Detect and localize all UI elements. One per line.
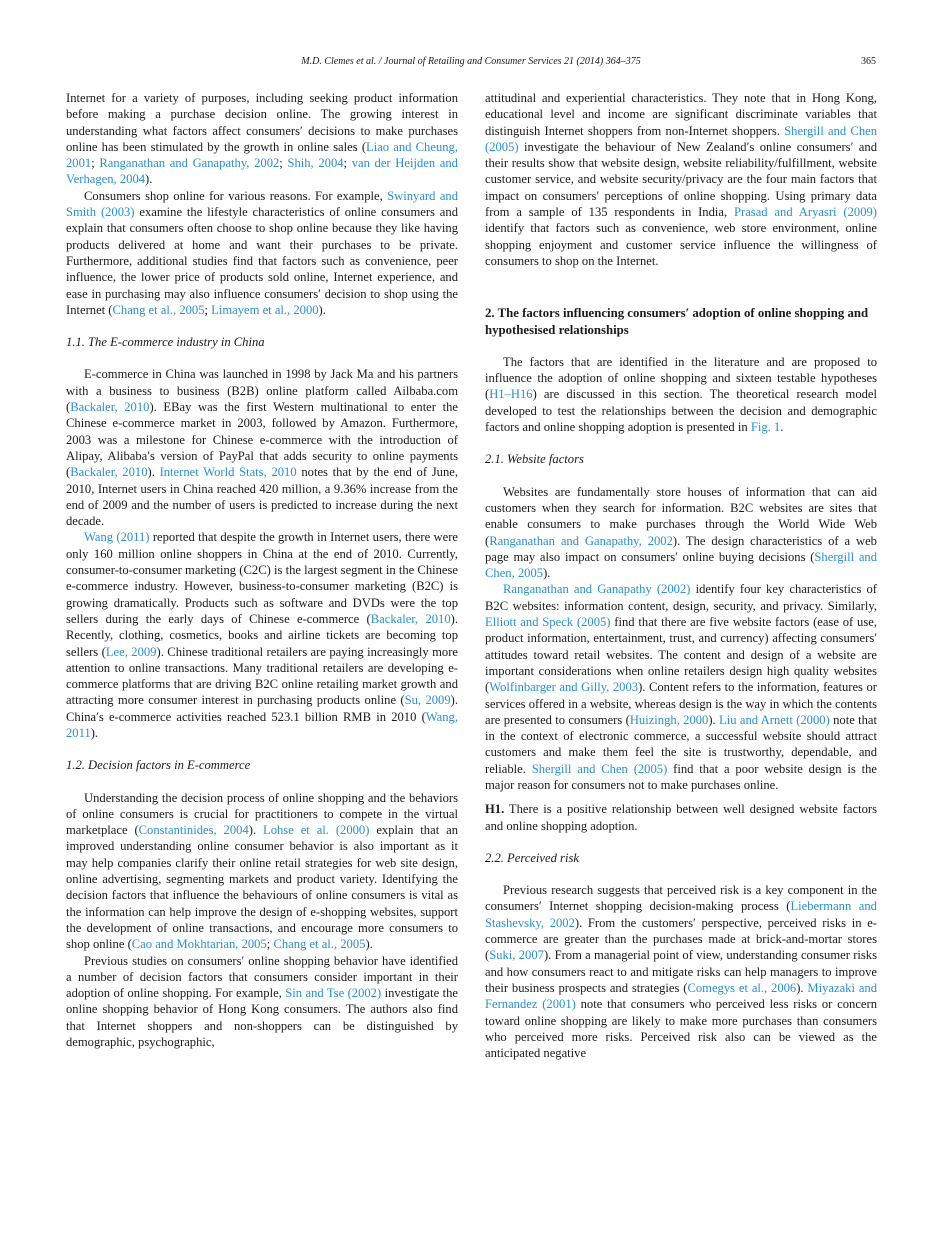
citation-link[interactable]: Suki, 2007 (489, 948, 544, 963)
citation-link[interactable]: Elliott and Speck (2005) (485, 615, 611, 630)
citation-link[interactable]: Wang, 2011 (66, 709, 458, 740)
text-run: ; (91, 156, 100, 171)
citation-link[interactable]: van der Heijden and Verhagen, 2004 (66, 156, 458, 187)
citation-link[interactable]: Prasad and Aryasri (2009) (734, 205, 877, 220)
paragraph (66, 953, 458, 1051)
text-run: examine the lifestyle characteristics of online consumers and explain that consumers often choose to shop online because they like having products delivered at home and want their purchases to be private. Furthermore, additional studies find that factors such as convenience, peer influence, the lower price of products sold online, Internet experience, and ease in purchasing may also influence consumers′ decision to shop using the Internet ( (66, 205, 458, 317)
citation-link[interactable]: Fig. 1 (750, 420, 781, 435)
citation-link[interactable]: Backaler, 2010 (70, 465, 148, 480)
text-run: find that a poor website design is the major reason for consumers not to make purchases online. (485, 761, 877, 792)
citation-link[interactable]: Backaler, 2010 (370, 611, 451, 626)
text-run: note that in the context of electronic commerce, a successful website should attract customers and make them feel the site is trustworthy, dependable, and reliable. (485, 712, 878, 776)
paragraph (485, 581, 877, 793)
text-run: Websites are fundamentally store houses of information that can aid customers when they search for information. B2C websites are sites that enable consumers to make purchases through the World Wide Web ( (485, 484, 877, 548)
hypothesis-label: H1. (485, 802, 505, 817)
text-run: Consumers shop online for various reasons. For example, (84, 188, 388, 203)
text-run: ). From a managerial point of view, understanding consumer risks and how consumers react to and mitigate risks can help managers to improve their business prospects and strategies ( (485, 948, 877, 995)
text-run: ). (318, 302, 326, 317)
text-run: reported that despite the growth in Internet users, there were only 160 million online shoppers in China at the end of 2010. Currently, consumer-to-consumer marketing (C2C) is the largest segment in the Chinese e-commerce industry. However, business-to-consumer marketing (B2C) is growing dramatically. Products such as software and DVDs were the top sellers during the early days of Chinese e-commerce ( (66, 530, 458, 626)
citation-link[interactable]: Limayem et al., 2000 (211, 302, 319, 317)
text-run: ). (145, 172, 153, 187)
text-run: identify that factors such as convenience, web store environment, online shopping enjoyment and customer service influence the willingness of consumers to shop on the Internet. (485, 221, 877, 268)
text-run: Previous studies on consumers′ online shopping behavior have identified a number of decision factors that consumers consider important in their adoption of online shopping. For example, (66, 953, 458, 1001)
text-run: ). (248, 823, 264, 838)
text-run: Understanding the decision process of online shopping and the behaviors of online consumers is crucial for practitioners to compete in the virtual marketplace ( (66, 790, 458, 838)
subsection-heading (485, 850, 877, 866)
text-run: 2.1. Website factors (485, 452, 584, 467)
citation-link[interactable]: H1–H16 (489, 387, 533, 402)
citation-link[interactable]: Lohse et al. (2000) (263, 823, 370, 838)
citation-link[interactable]: Liu and Arnett (2000) (719, 712, 830, 727)
text-run: notes that by the end of June, 2010, Internet users in China reached 420 million, a 9.36% increase from the end of 2009 and the number of users is predicted to increase during the next decade. (66, 465, 458, 529)
text-run: ). Content refers to the information, features or services offered in a website, whereas design is the way in which the contents are presented to consumers ( (485, 680, 877, 727)
citation-link[interactable]: Shih, 2004 (287, 156, 344, 171)
text-run: ). The design characteristics of a web page may also impact on consumers′ online buying decisions ( (485, 533, 877, 564)
text-run: ). (708, 712, 720, 727)
text-run: ; (343, 156, 352, 171)
citation-link[interactable]: Backaler, 2010 (70, 400, 150, 415)
text-run: ). (543, 566, 551, 581)
text-run: ; (266, 937, 274, 952)
section-heading (485, 305, 877, 338)
citation-link[interactable]: Swinyard and Smith (2003) (66, 188, 458, 220)
text-run: attitudinal and experiential characteristics. They note that in Hong Kong, educational level and income are significant discriminate variables that distinguish Internet shoppers from non-Internet shoppers. (485, 91, 877, 138)
text-run: There is a positive relationship between well designed website factors and online shopping adoption. (485, 802, 877, 833)
text-run: 2. The factors influencing consumers′ adoption of online shopping and hypothesised relationships (485, 306, 869, 337)
text-run: ). (365, 937, 373, 952)
text-run: ). (147, 465, 160, 480)
subsection-heading (485, 451, 877, 467)
hypothesis (485, 801, 877, 834)
text-run: ). From the customers′ perspective, perceived risks in e-commerce are greater than the purchases made at brick-and-mortar stores ( (485, 915, 877, 963)
text-run: identify four key characteristics of B2C websites: information content, design, security, and privacy. Similarly, (485, 582, 877, 613)
citation-link[interactable]: Wolfinbarger and Gilly, 2003 (489, 680, 639, 695)
text-run: . (780, 420, 784, 435)
citation-link[interactable]: Ranganathan and Ganapathy, 2002 (99, 156, 280, 171)
text-run: ). (90, 725, 99, 740)
text-run: ). (796, 980, 808, 995)
right-column (485, 90, 877, 1061)
text-run: ). EBay was the first Western multinational to enter the Chinese e-commerce market in 2003, followed by Amazon. Furthermore, 2003 was a milestone for Chinese e-commerce with the introduction of Alipay, Alibaba′s version of PayPal that adds security to online payments ( (66, 400, 458, 480)
citation-link[interactable]: Lee, 2009 (105, 644, 157, 659)
paragraph (485, 484, 877, 582)
text-run: find that there are five website factors (ease of use, product information, entertainment, trust, and currency) affecting consumers′ attitudes toward retail websites. The content and design of a website are important considerations when online retailers design high quality websites ( (485, 615, 877, 695)
paragraph (485, 90, 877, 269)
citation-link[interactable]: Miyazaki and Fernandez (2001) (485, 980, 878, 1012)
paragraph (66, 529, 458, 741)
text-run: ). China′s e-commerce activities reached 523.1 billion RMB in 2010 ( (66, 693, 458, 724)
text-run: ). Chinese traditional retailers are paying increasingly more attention to online transactions. Many traditional retailers are developing e-commerce platforms that are driving B2C online retailing market growth and attracting more consumer interest in purchasing products online ( (66, 644, 459, 708)
subsection-heading (66, 757, 458, 773)
citation-link[interactable]: Su, 2009 (404, 693, 451, 708)
citation-link[interactable]: Chang et al., 2005 (273, 937, 366, 952)
text-run: 1.2. Decision factors in E-commerce (66, 758, 251, 773)
citation-link[interactable]: Liao and Cheung, 2001 (66, 139, 458, 171)
citation-link[interactable]: Shergill and Chen (2005) (485, 123, 878, 154)
citation-link[interactable]: Liebermann and Stashevsky, 2002 (485, 899, 877, 930)
paragraph (66, 188, 458, 318)
citation-link[interactable]: Comegys et al., 2006 (687, 980, 797, 995)
text-run: ) are discussed in this section. The theoretical research model developed to test the relationships between the decision and demographic factors and online shopping adoption is presented in (485, 387, 877, 435)
text-run: ). Recently, clothing, cosmetics, books and airline tickets are becoming top sellers ( (66, 611, 458, 659)
citation-link[interactable]: Chang et al., 2005 (112, 302, 205, 317)
left-column (66, 90, 458, 1050)
paragraph (66, 90, 458, 188)
paragraph (485, 882, 877, 1061)
text-run: The factors that are identified in the literature and are proposed to influence the adoption of online shopping and sixteen testable hypotheses ( (485, 354, 877, 402)
citation-link[interactable]: Ranganathan and Ganapathy (2002) (503, 582, 691, 597)
text-run: 1.1. The E-commerce industry in China (66, 335, 265, 350)
text-run: E-commerce in China was launched in 1998 by Jack Ma and his partners with a business to business (B2B) online platform called Ailbaba.com ( (66, 367, 458, 415)
text-run: investigate the online shopping behavior of Hong Kong consumers. The authors also find that Internet shoppers and non-shoppers can be distinguished by demographic, psychographic, (66, 986, 458, 1050)
citation-link[interactable]: Sin and Tse (2002) (285, 986, 382, 1001)
citation-link[interactable]: Ranganathan and Ganapathy, 2002 (489, 533, 673, 548)
citation-link[interactable]: Shergill and Chen (2005) (531, 761, 668, 776)
text-run: Internet for a variety of purposes, including seeking product information before making a purchase decision online. The growing interest in understanding what factors affect consumers′ decisions to make purchases online has been stimulated by the growth in online sales ( (66, 91, 458, 154)
paragraph (485, 354, 877, 435)
page-number: 365 (861, 56, 876, 67)
citation-link[interactable]: Constantinides, 2004 (138, 823, 249, 838)
text-run: Previous research suggests that perceived risk is a key component in the consumers′ Internet shopping decision-making process ( (485, 883, 877, 914)
text-run: note that consumers who perceived less risks or concern toward online shopping are likely to make more purchases than consumers who perceived more risks. Perceived risk also can be viewed as the anticipated negative (485, 997, 877, 1061)
citation-link[interactable]: Cao and Mokhtarian, 2005 (131, 937, 267, 952)
citation-link[interactable]: Shergill and Chen, 2005 (485, 549, 877, 581)
citation-link[interactable]: Huizingh, 2000 (629, 712, 709, 727)
text-run: explain that an improved understanding online consumer behavior is also important as it may help companies clarify their online retail strategies for web site design, online advertising, segmenting markets and product variety. Identifying the decision factors that influence the behaviours of online consumers is vital as the information can help improve the design of e-shopping websites, support the development of online transactions, and encourage more consumers to shop online ( (66, 823, 458, 952)
paragraph (66, 366, 458, 529)
text-run: ; (204, 302, 212, 317)
text-run: investigate the behaviour of New Zealand′s online consumers′ and their results show that website design, website reliability/fulfillment, website customer service, and website security/privacy are the four main factors that impact on consumers′ perceptions of online shopping. Using primary data from a sample of 135 respondents in India, (485, 139, 877, 220)
citation-link[interactable]: Wang (2011) (84, 530, 150, 545)
running-header: M.D. Clemes et al. / Journal of Retailing and Consumer Services 21 (2014) 364–375 (301, 56, 641, 67)
text-run: ; (279, 156, 288, 171)
text-run: 2.2. Perceived risk (485, 850, 579, 865)
citation-link[interactable]: Internet World Stats, 2010 (159, 465, 297, 480)
subsection-heading (66, 334, 458, 350)
paragraph (66, 790, 458, 953)
